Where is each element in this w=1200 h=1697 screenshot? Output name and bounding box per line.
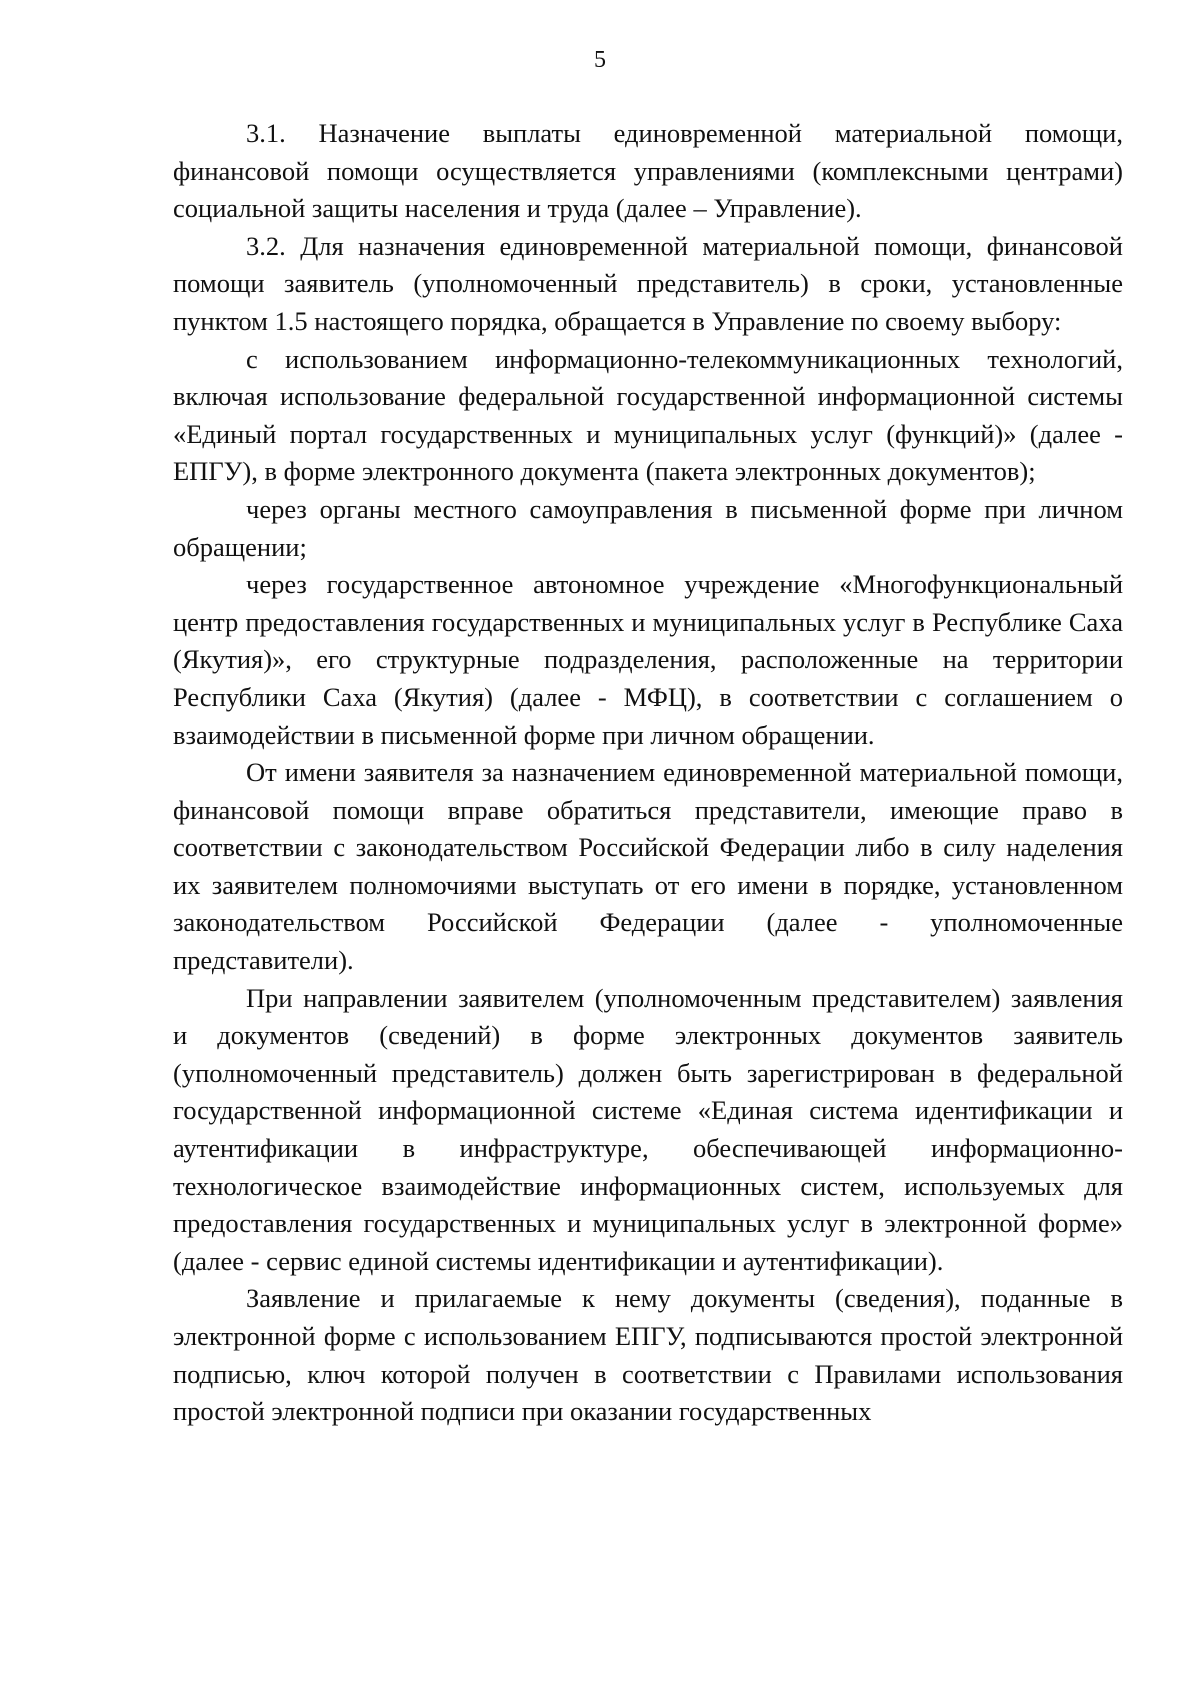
document-body <box>173 115 1123 1431</box>
paragraph-option-local-government: через органы местного самоуправления в письменной форме при личном обращении; <box>173 493 1123 562</box>
paragraph-option-mfc: через государственное автономное учреждение «Многофункциональный центр предоставления государственных и муниципальных услуг в Республике Саха (Якутия)», его структурные подразделения, расположенные на территории Республики Саха (Якутия) (далее - МФЦ), в соответствии с соглашением о взаимодействии в письменной форме при личном обращении. <box>173 569 1123 750</box>
paragraph-electronic-submission: При направлении заявителем (уполномоченным представителем) заявления и документов (сведений) в форме электронных документов заявитель (уполномоченный представитель) должен быть зарегистрирован в федеральной государственной информационной системе «Единая система идентификации и аутентификации в инфраструктуре, обеспечивающей информационно-технологическое взаимодействие информационных систем, используемых для предоставления государственных и муниципальных услуг в электронной форме» (далее - сервис единой системы идентификации и аутентификации). <box>173 982 1123 1276</box>
paragraph-3-2: 3.2. Для назначения единовременной материальной помощи, финансовой помощи заявитель (уполномоченный представитель) в сроки, установленные пунктом 1.5 настоящего порядка, обращается в Управление по своему выбору: <box>173 230 1123 336</box>
paragraph-electronic-signature: Заявление и прилагаемые к нему документы (сведения), поданные в электронной форме с использованием ЕПГУ, подписываются простой электронной подписью, ключ которой получен в соответствии с Правилами использования простой электронной подписи при оказании государственных <box>173 1283 1123 1427</box>
paragraph-representatives: От имени заявителя за назначением единовременной материальной помощи, финансовой помощи вправе обратиться представители, имеющие право в соответствии с законодательством Российской Федерации либо в силу наделения их заявителем полномочиями выступать от его имени в порядке, установленном законодательством Российской Федерации (далее - уполномоченные представители). <box>173 757 1123 976</box>
paragraph-option-epgu: с использованием информационно-телекоммуникационных технологий, включая использование федеральной государственной информационной системы «Единый портал государственных и муниципальных услуг (функций)» (далее - ЕПГУ), в форме электронного документа (пакета электронных документов); <box>173 343 1123 487</box>
paragraph-3-1: 3.1. Назначение выплаты единовременной материальной помощи, финансовой помощи осуществляется управлениями (комплексными центрами) социальной защиты населения и труда (далее – Управление). <box>173 118 1123 224</box>
page-number: 5 <box>594 47 606 73</box>
